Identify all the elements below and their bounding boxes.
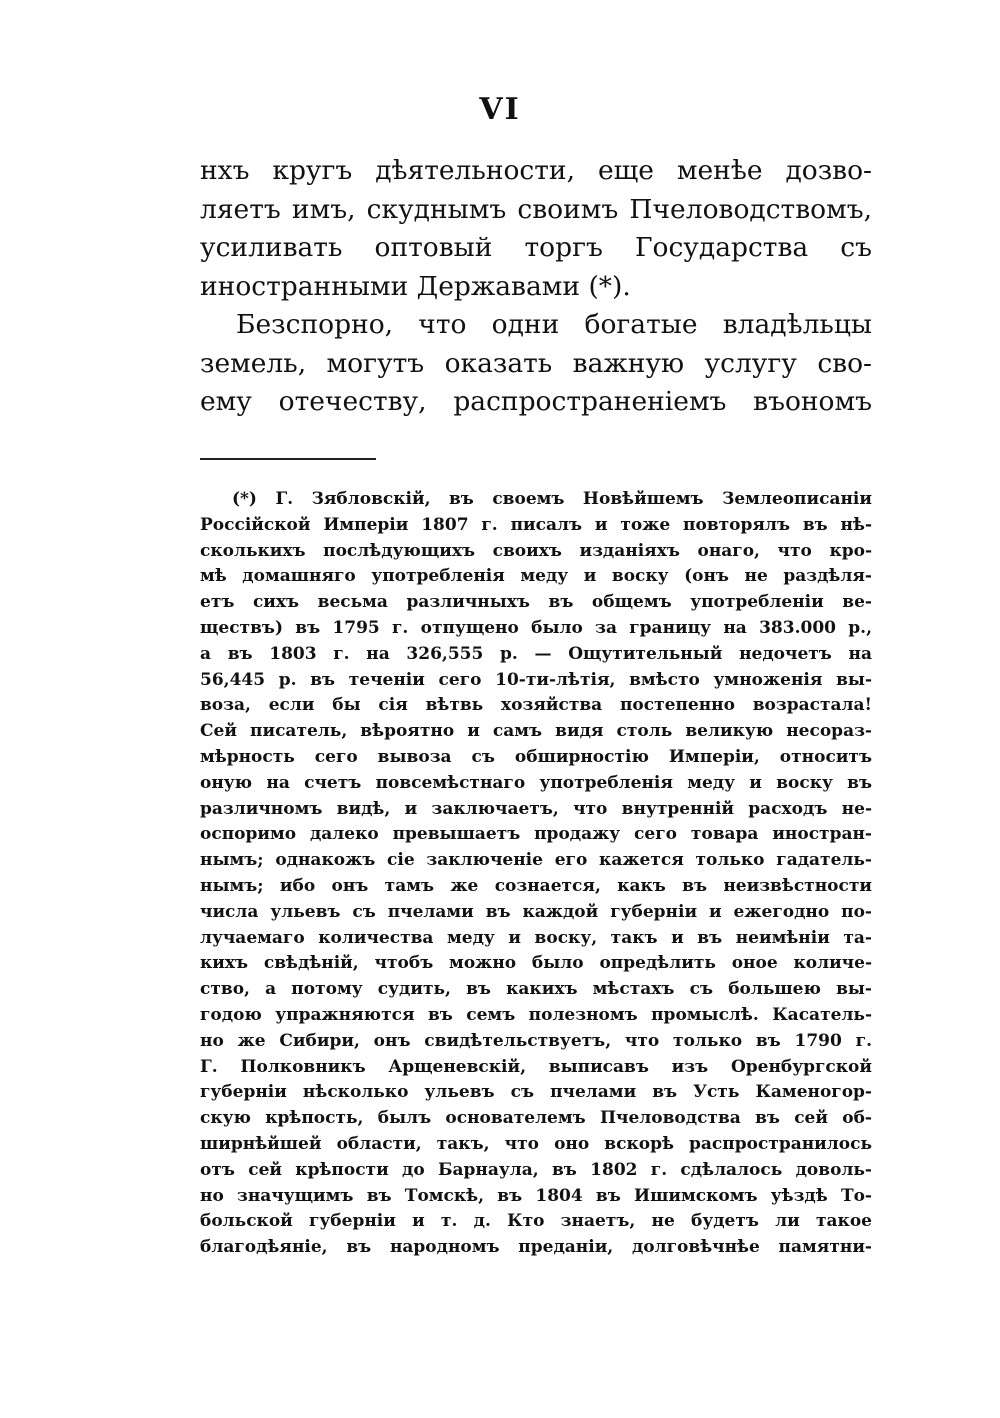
footnote-line: Россiйской Имперiи 1807 г. писалъ и тоже повторялъ въ нѣ- [200, 514, 872, 535]
footnote-line: больской губернiи и т. д. Кто знаетъ, не будетъ ли такое [200, 1211, 872, 1232]
footnote-line: благодѣянiе, въ народномъ преданiи, долговѣчнѣе памятни- [200, 1237, 872, 1258]
footnote-line: мѣ домашняго употребленiя меду и воску (онъ не раздѣля- [200, 566, 872, 587]
footnote-line: нымъ; однакожъ сiе заключенiе его кажется только гадатель- [200, 850, 872, 871]
footnote-line: но же Сибири, онъ свидѣтельствуетъ, что только въ 1790 г. [200, 1030, 872, 1051]
main-text-line: нхъ кругъ дѣятельности, еще менѣе дозво- [200, 155, 872, 186]
footnote-line: числа ульевъ съ пчелами въ каждой губернiи и ежегодно по- [200, 901, 872, 922]
footnote-line: оспоримо далеко превышаетъ продажу сего товара иностран- [200, 824, 872, 845]
footnote-line: ширнѣйшей области, такъ, что оно вскорѣ распространилось [200, 1133, 872, 1154]
main-text-line: Безспорно, что одни богатые владѣльцы [236, 309, 872, 340]
footnote [200, 487, 872, 1261]
footnote-line: губернiи нѣсколько ульевъ съ пчелами въ Усть Каменогор- [200, 1082, 872, 1103]
footnote-line: воза, если бы сiя вѣтвь хозяйства постепенно возрастала! [200, 695, 872, 716]
footnote-line: Г. Полковникъ Арщеневскiй, выписавъ изъ Оренбургской [200, 1056, 872, 1077]
footnote-line: годою упражняются въ семъ полезномъ промыслѣ. Касатель- [200, 1004, 872, 1025]
footnote-line: мѣрность сего вывоза съ обширностiю Имперiи, относитъ [200, 746, 872, 767]
footnote-line: скую крѣпость, былъ основателемъ Пчеловодства въ сей об- [200, 1108, 872, 1129]
main-text-line: ляетъ имъ, скуднымъ своимъ Пчеловодствомъ, [200, 193, 872, 225]
main-text-line: иностранными Державами (*). [200, 270, 631, 302]
footnote-line: ществъ) въ 1795 г. отпущено было за границу на 383.000 р., [200, 617, 872, 638]
footnote-line: оную на счетъ повсемѣстнаго употребленiя меду и воску въ [200, 772, 872, 793]
footnote-line: 56,445 р. въ теченiи сего 10-ти-лѣтiя, вмѣсто умноженiя вы- [200, 669, 872, 690]
footnote-line: (*) Г. Зябловскiй, въ своемъ Новѣйшемъ Землеописанiи [232, 489, 872, 509]
page-number: VI [479, 92, 521, 127]
footnote-separator [200, 458, 376, 460]
footnote-line: кихъ свѣдѣнiй, чтобъ можно было опредѣлить оное количе- [200, 953, 872, 974]
footnote-line: а въ 1803 г. на 326,555 р. — Ощутительный недочетъ на [200, 643, 872, 664]
main-text [200, 152, 872, 422]
main-text-line: земель, могутъ оказать важную услугу сво- [200, 347, 872, 379]
footnote-line: сколькихъ послѣдующихъ своихъ изданiяхъ онаго, что кро- [200, 540, 872, 561]
footnote-line: етъ сихъ весьма различныхъ въ общемъ употребленiи ве- [200, 592, 872, 613]
main-text-line: ему отечеству, распространенiемъ въономъ [200, 386, 872, 417]
footnote-line: различномъ видѣ, и заключаетъ, что внутреннiй расходъ не- [200, 798, 872, 819]
footnote-line: но значущимъ въ Томскѣ, въ 1804 въ Ишимскомъ уѣздѣ То- [200, 1185, 872, 1206]
main-text-line: усиливать оптовый торгъ Государства съ [200, 232, 872, 263]
footnote-line: отъ сей крѣпости до Барнаула, въ 1802 г. сдѣлалось доволь- [200, 1159, 872, 1180]
footnote-line: ство, а потому судить, въ какихъ мѣстахъ съ большею вы- [200, 979, 872, 1000]
footnote-line: Сей писатель, вѣроятно и самъ видя столь великую несораз- [200, 721, 872, 742]
footnote-line: нымъ; ибо онъ тамъ же сознается, какъ въ неизвѣстности [200, 875, 872, 896]
footnote-line: лучаемаго количества меду и воску, такъ и въ неимѣнiи та- [200, 927, 872, 948]
